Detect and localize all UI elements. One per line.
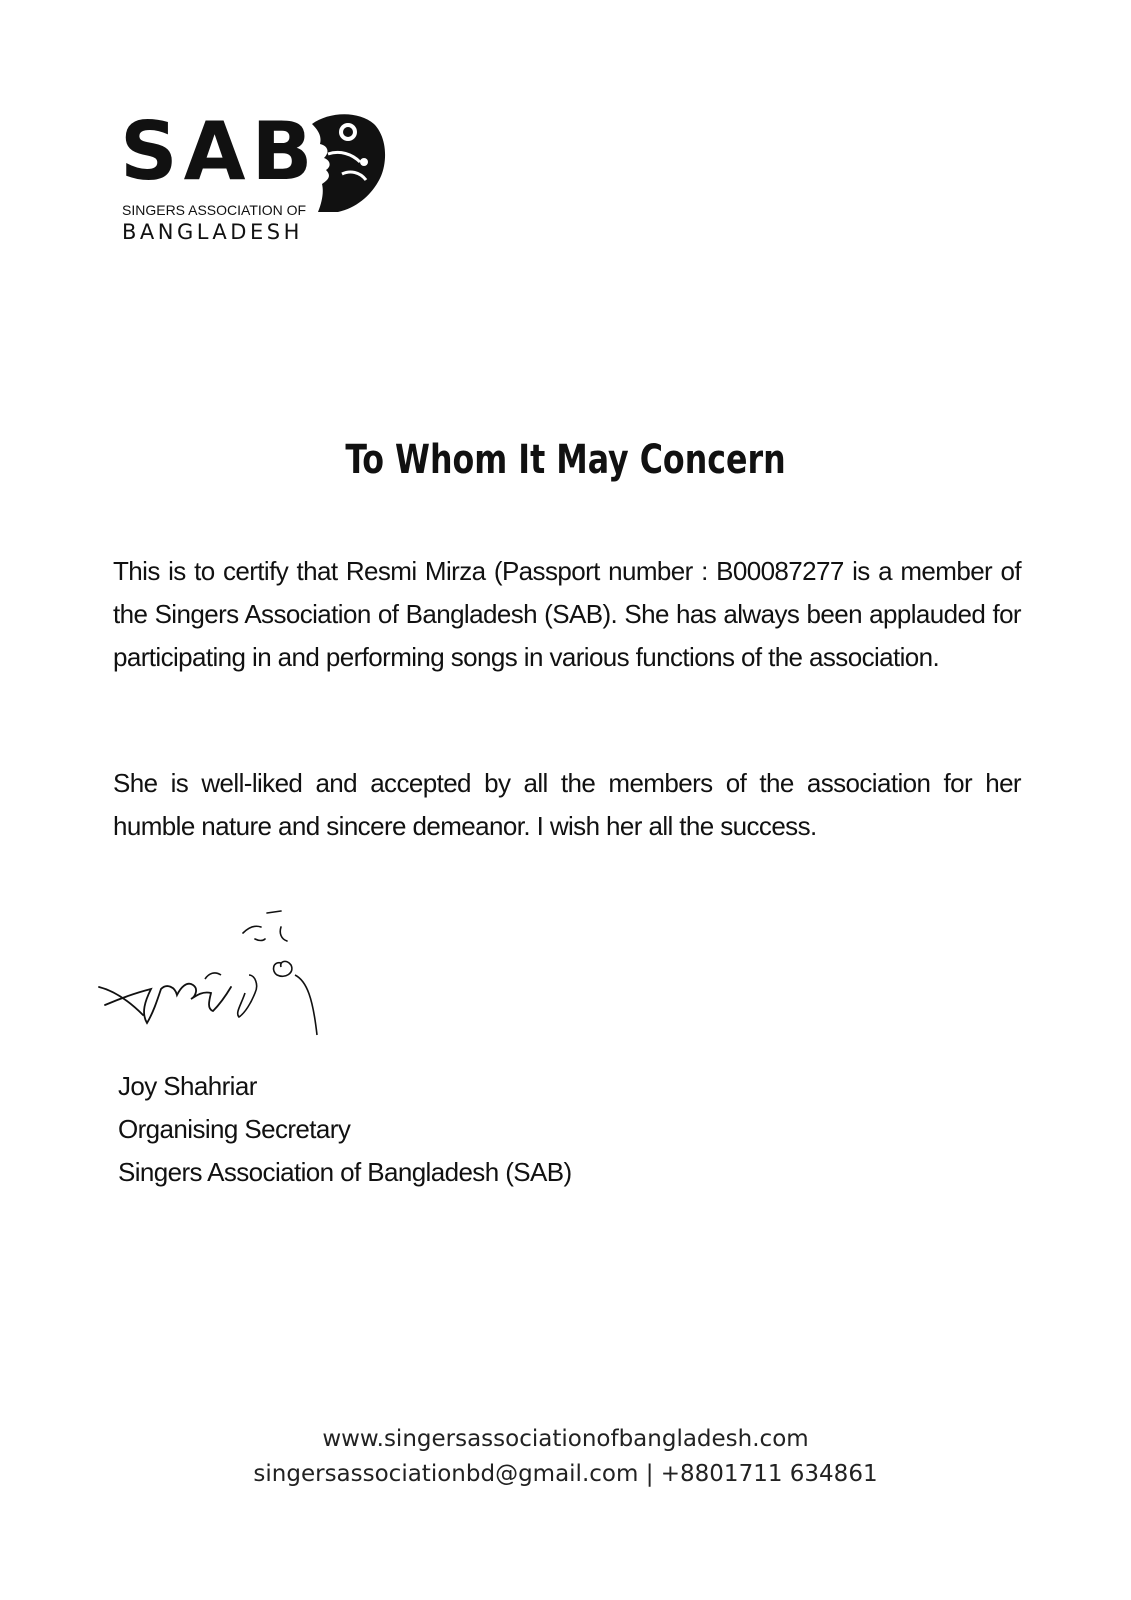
logo-mark: SAB <box>120 105 319 198</box>
singer-head-logo-icon <box>308 110 388 214</box>
logo-country: BANGLADESH <box>122 220 303 244</box>
footer-phone[interactable]: +8801711 634861 <box>660 1461 878 1487</box>
logo-subtitle: SINGERS ASSOCIATION OF <box>122 202 307 218</box>
handwritten-signature <box>95 905 335 1045</box>
signatory-organization: Singers Association of Bangladesh (SAB) <box>118 1157 572 1187</box>
letter-paragraph-2: She is well-liked and accepted by all the members of the association for her humble nature and sincere demeanor. I wish her all the success. <box>113 768 1021 841</box>
sab-logo <box>120 105 390 250</box>
footer-contact <box>0 1422 1131 1492</box>
letter-paragraph-1: This is to certify that Resmi Mirza (Passport number : B00087277 is a member of the Singers Association of Bangladesh (SAB). She has always been applauded for participating in and performing songs in various functions of the association. <box>113 556 1021 672</box>
signatory-block <box>118 1065 572 1194</box>
signatory-name: Joy Shahriar <box>118 1071 257 1101</box>
footer-email-link[interactable]: singersassociationbd@gmail.com <box>253 1461 639 1487</box>
footer-separator: | <box>645 1461 654 1487</box>
footer-website-link[interactable]: www.singersassociationofbangladesh.com <box>322 1426 809 1452</box>
signatory-role: Organising Secretary <box>118 1114 351 1144</box>
footer-contact-line <box>0 1457 1131 1492</box>
letter-title: To Whom It May Concern <box>345 437 786 483</box>
